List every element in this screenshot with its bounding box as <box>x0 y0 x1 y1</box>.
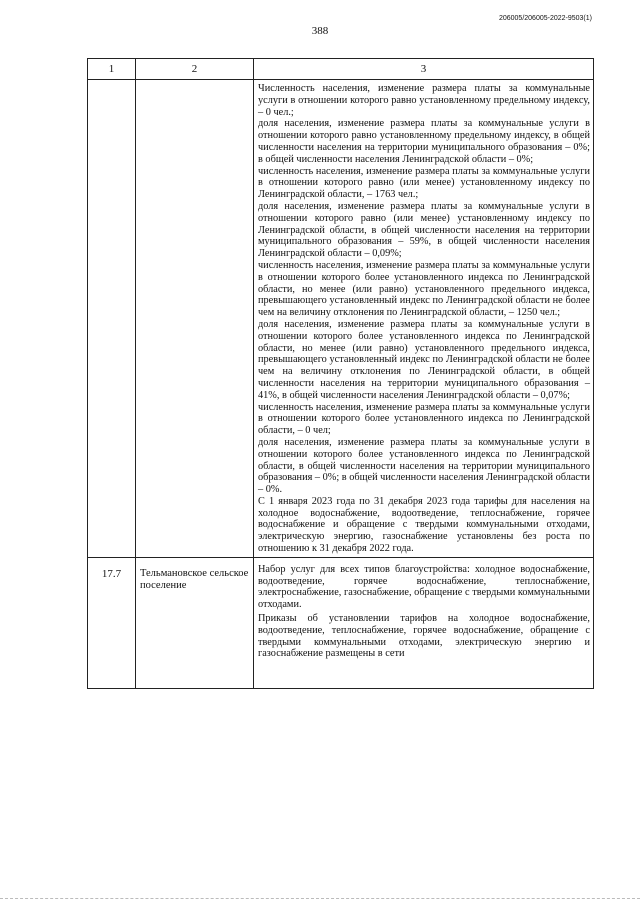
row-name: Тельмановское сельское поселение <box>136 557 254 688</box>
header-row <box>88 59 594 80</box>
paragraph: численность населения, изменение размера платы за коммунальные услуги в отношении которого более установленного индекса по Ленинградской области, – 0 чел; <box>258 401 590 437</box>
paragraph: С 1 января 2023 года по 31 декабря 2023 года тарифы для населения на холодное водоснабжение, водоотведение, теплоснабжение, горячее водоснабжение и обращение с твердыми коммунальными отходами, электрическую энергию, газоснабжение установлены без роста по отношению к 31 декабря 2022 года. <box>258 495 590 555</box>
paragraph: численность населения, изменение размера платы за коммунальные услуги в отношении которого равно (или менее) установленному индексу по Ленинградской области, – 1763 чел.; <box>258 165 590 201</box>
page-number: 388 <box>311 25 329 37</box>
paragraph: Численность населения, изменение размера платы за коммунальные услуги в отношении которого равно установленному предельному индексу, – 0 чел.; <box>258 83 590 118</box>
paragraph: доля населения, изменение размера платы за коммунальные услуги в отношении которого более установленного индекса по Ленинградской области, в общей численности населения на территории муниципального образования – 0%; в общей численности населения Ленинградской области – 0%. <box>258 436 591 496</box>
column-header-1: 1 <box>88 59 136 80</box>
column-header-3: 3 <box>254 59 594 80</box>
data-table <box>87 58 594 689</box>
paragraph: доля населения, изменение размера платы за коммунальные услуги в отношении которого равно (или менее) установленному индексу по Ленинградской области, в общей численности населения на территории муниципального образования – 59%, в общей численности населения Ленинградской области – 0,09%; <box>258 200 590 260</box>
paragraph: численность населения, изменение размера платы за коммунальные услуги в отношении которого более установленного индекса по Ленинградской области, но менее (или равно) установленного предельного индекса, превышающего установленный индекс по Ленинградской области не более чем на величину отклонения по Ленинградской области, – 1250 чел.; <box>258 259 590 319</box>
paragraph: Набор услуг для всех типов благоустройства: холодное водоснабжение, водоотведение, горячее водоснабжение, теплоснабжение, электроснабжение, газоснабжение, обращение с твердыми коммунальными отходами. <box>258 563 590 611</box>
row-description <box>254 557 594 688</box>
row-number <box>88 80 136 558</box>
row-number: 17.7 <box>88 557 136 688</box>
row-name <box>136 80 254 558</box>
paragraph: доля населения, изменение размера платы за коммунальные услуги в отношении которого более установленного индекса по Ленинградской области, но менее (или равно) установленного предельного индекса, превышающего установленный индекс по Ленинградской области не более чем на величину отклонения по Ленинградской области, в общей численности населения на территории муниципального образования – 41%, в общей численности населения Ленинградской области – 0,07%; <box>258 318 590 401</box>
table-row <box>88 80 594 558</box>
document-code: 206005/206005-2022-9503(1) <box>498 15 592 22</box>
paragraph: доля населения, изменение размера платы за коммунальные услуги в отношении которого равно установленному предельному индексу, в общей численности населения на территории муниципального образования – 0%; в общей численности населения Ленинградской области – 0%; <box>258 118 590 165</box>
page-edge-divider <box>0 898 640 899</box>
row-description <box>254 80 594 558</box>
table-row <box>88 557 594 688</box>
column-header-2: 2 <box>136 59 254 80</box>
paragraph: Приказы об установлении тарифов на холодное водоснабжение, водоотведение, теплоснабжение, горячее водоснабжение, обращение с твердыми коммунальными отходами, электрическую энергию и газоснабжение размещены в сети <box>258 613 590 660</box>
